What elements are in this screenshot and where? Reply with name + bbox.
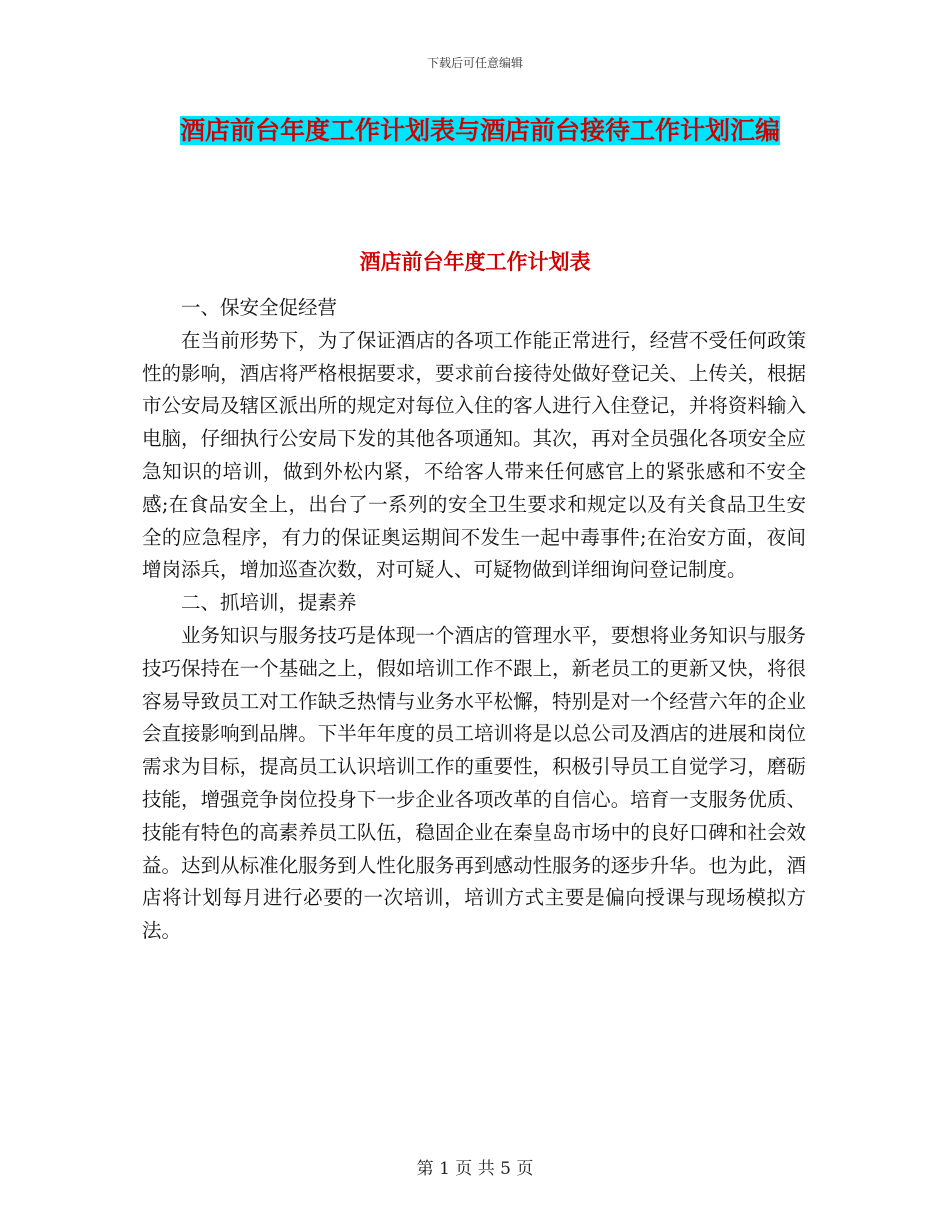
page-number: 第 1 页 共 5 页 <box>416 1159 534 1179</box>
header-note: 下载后可任意编辑 <box>426 56 523 70</box>
paragraph-training: 业务知识与服务技巧是体现一个酒店的管理水平，要想将业务知识与服务技巧保持在一个基础之上，假如培训工作不跟上，新老员工的更新又快，将很容易导致员工对工作缺乏热情与业务水平松懈，特别是对一个经营六年的企业会直接影响到品牌。下半年年度的员工培训将是以总公司及酒店的进展和岗位需求为目标，提高员工认识培训工作的重要性，积极引导员工自觉学习，磨砺技能，增强竞争岗位投身下一步企业各项改革的自信心。培育一支服务优质、技能有特色的高素养员工队伍，稳固企业在秦皇岛市场中的良好口碑和社会效益。达到从标准化服务到人性化服务再到感动性服务的逐步升华。也为此，酒店将计划每月进行必要的一次培训，培训方式主要是偏向授课与现场模拟方法。 <box>142 623 806 943</box>
document-body <box>142 292 806 948</box>
section-title: 酒店前台年度工作计划表 <box>359 250 591 274</box>
document-title-text: 酒店前台年度工作计划表与酒店前台接待工作计划汇编 <box>179 116 780 145</box>
heading-training: 二、抓培训，提素养 <box>181 591 357 615</box>
document-title <box>150 108 810 153</box>
paragraph-security: 在当前形势下，为了保证酒店的各项工作能正常进行，经营不受任何政策性的影响，酒店将严格根据要求，要求前台接待处做好登记关、上传关，根据市公安局及辖区派出所的规定对每位入住的客人进行入住登记，并将资料输入电脑，仔细执行公安局下发的其他各项通知。其次，再对全员强化各项安全应急知识的培训，做到外松内紧，不给客人带来任何感官上的紧张感和不安全感;在食品安全上，出台了一系列的安全卫生要求和规定以及有关食品卫生安全的应急程序，有力的保证奥运期间不发生一起中毒事件;在治安方面，夜间增岗添兵，增加巡查次数，对可疑人、可疑物做到详细询问登记制度。 <box>142 328 806 582</box>
heading-security: 一、保安全促经营 <box>181 296 338 319</box>
